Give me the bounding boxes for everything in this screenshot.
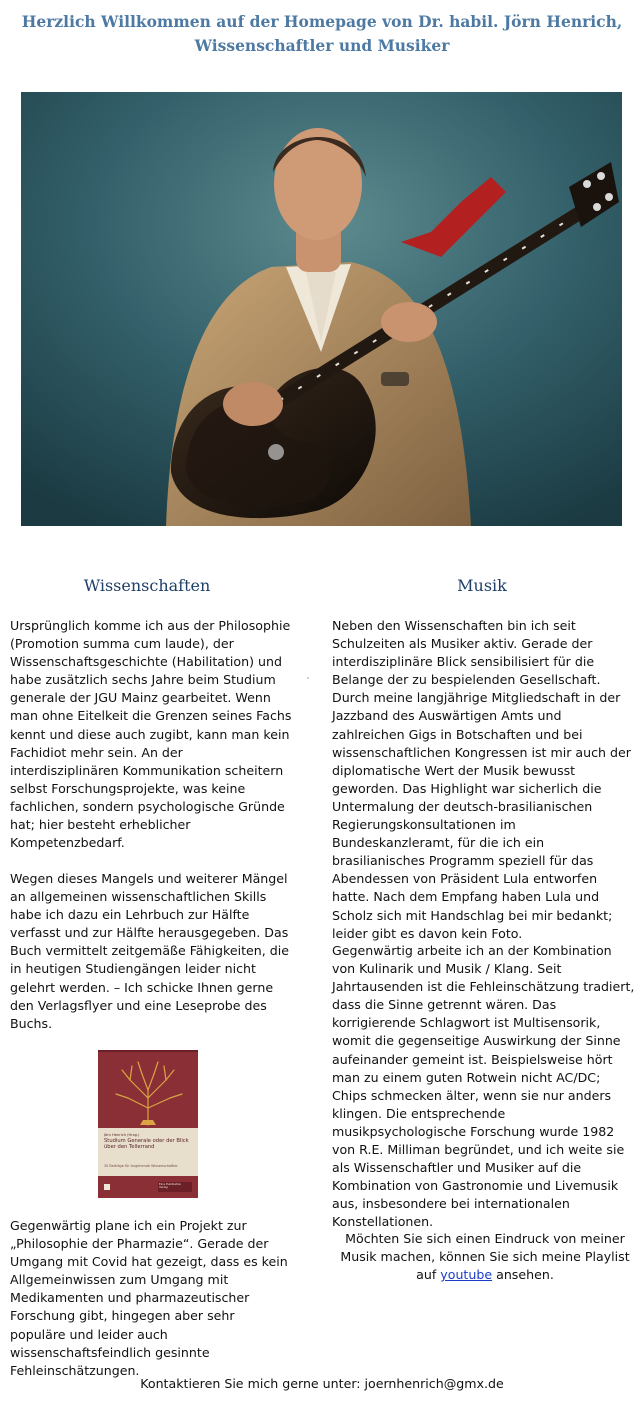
hero-photo-artwork [21,92,622,526]
book-editor: Jörn Henrich (Hrsg.) [104,1133,140,1137]
book-cover-artwork [98,1050,198,1198]
book-cover [98,1050,198,1198]
science-heading: Wissenschaften [83,576,211,595]
book-publisher: Eine Publikation Verlag [159,1183,182,1190]
music-paragraph-3-end: ansehen. [492,1267,554,1283]
music-paragraph-3 [332,1230,638,1284]
science-paragraph-1: Ursprünglich komme ich aus der Philosophie (Promotion summa cum laude), der Wissenschaftsgeschichte (Habilitation) und habe zusätzlich sechs Jahre beim Studium generale der JGU Mainz gearbeitet. Wenn man ohne Eitelkeit die Grenzen seines Fachs kennt und diese auch zugibt, kann man kein Fachidiot mehr sein. An der interdisziplinären Kommunikation scheitern selbst Forschungsprojekte, was keine fachlichen, sondern psychologische Gründe hat; hier besteht erheblicher Kompetenzbedarf. [10,618,292,851]
contact-footer: Kontaktieren Sie mich gerne unter: joernhenrich@gmx.de [140,1376,504,1391]
music-heading: Musik [457,576,507,595]
book-title: Studium Generale oder der Blick über den Tellerrand [104,1138,189,1151]
music-column [332,617,638,1283]
page-title-line-1: Herzlich Willkommen auf der Homepage von Dr. habil. Jörn Henrich, [21,12,623,31]
publisher-logo-icon [104,1184,110,1190]
science-paragraph-3: Gegenwärtig plane ich ein Projekt zur „Philosophie der Pharmazie“. Gerade der Umgang mit Covid hat gezeigt, dass es kein Allgemeinwissen zum Umgang mit Medikamenten und pharmazeutischer Forschung gibt, hingegen aber sehr populäre und leider auch wissenschaftsfeindlich gesinnte Fehleinschätzungen. [10,1218,288,1378]
youtube-link[interactable]: youtube [440,1267,493,1283]
music-paragraph-3-text: Möchten Sie sich einen Eindruck von meiner Musik machen, können Sie sich meine Playlist auf [340,1231,630,1283]
page-title-line-2: Wissenschaftler und Musiker [194,36,450,55]
page-title [0,10,644,58]
music-paragraph-2: Gegenwärtig arbeite ich an der Kombination von Kulinarik und Musik / Klang. Seit Jahrtausenden ist die Fehleinschätzung tradiert, dass die Sinne getrennt wären. Das korrigierende Schlagwort ist Multisensorik, womit die gegenseitige Auswirkung der Sinne aufeinander gemeint ist. Beispielsweise hört man zu einem guten Rotwein nicht AC/DC; Chips schmecken älter, wenn sie nur anders klingen. Die entsprechende musikpsychologische Forschung wurde 1982 von R.E. Milliman begründet, und ich weite sie als Wissenschaftler und Musiker auf die Kombination von Gastronomie und Livemusik aus, insbesondere bei internationalen Konstellationen. [332,943,635,1230]
science-paragraph-2: Wegen dieses Mangels und weiterer Mängel an allgemeinen wissenschaftlichen Skills habe ich dazu ein Lehrbuch zur Hälfte verfasst und zur Hälfte herausgegeben. Das Buch vermittelt zeitgemäße Fähigkeiten, die in heutigen Studiengängen leider nicht gelehrt werden. – Ich schicke Ihnen gerne den Verlagsflyer und eine Leseprobe des Buchs. [10,871,290,1031]
book-subtitle: 30 Beiträge für Angehende Wissenschaftler [104,1164,178,1168]
music-paragraph-1: Neben den Wissenschaften bin ich seit Schulzeiten als Musiker aktiv. Gerade der interdisziplinäre Blick sensibilisiert für die Belange der zu bespielenden Gesellschaft. Durch meine langjährige Mitgliedschaft in der Jazzband des Auswärtigen Amts und zahlreichen Gigs in Botschaften und bei wissenschaftlichen Kongressen ist mir auch der diplomatische Wert der Musik bewusst geworden. Das Highlight war sicherlich die Untermalung der deutsch-brasilianischen Regierungskonsultationen im Bundeskanzleramt, für die ich ein brasilianisches Programm speziell für das Abendessen von Präsident Lula entworfen hatte. Nach dem Empfang haben Lula und Scholz sich mit Handschlag bei mir bedankt; leider gibt es davon kein Foto. [332,618,631,941]
hero-photo [21,92,622,526]
stray-dot [307,677,309,679]
